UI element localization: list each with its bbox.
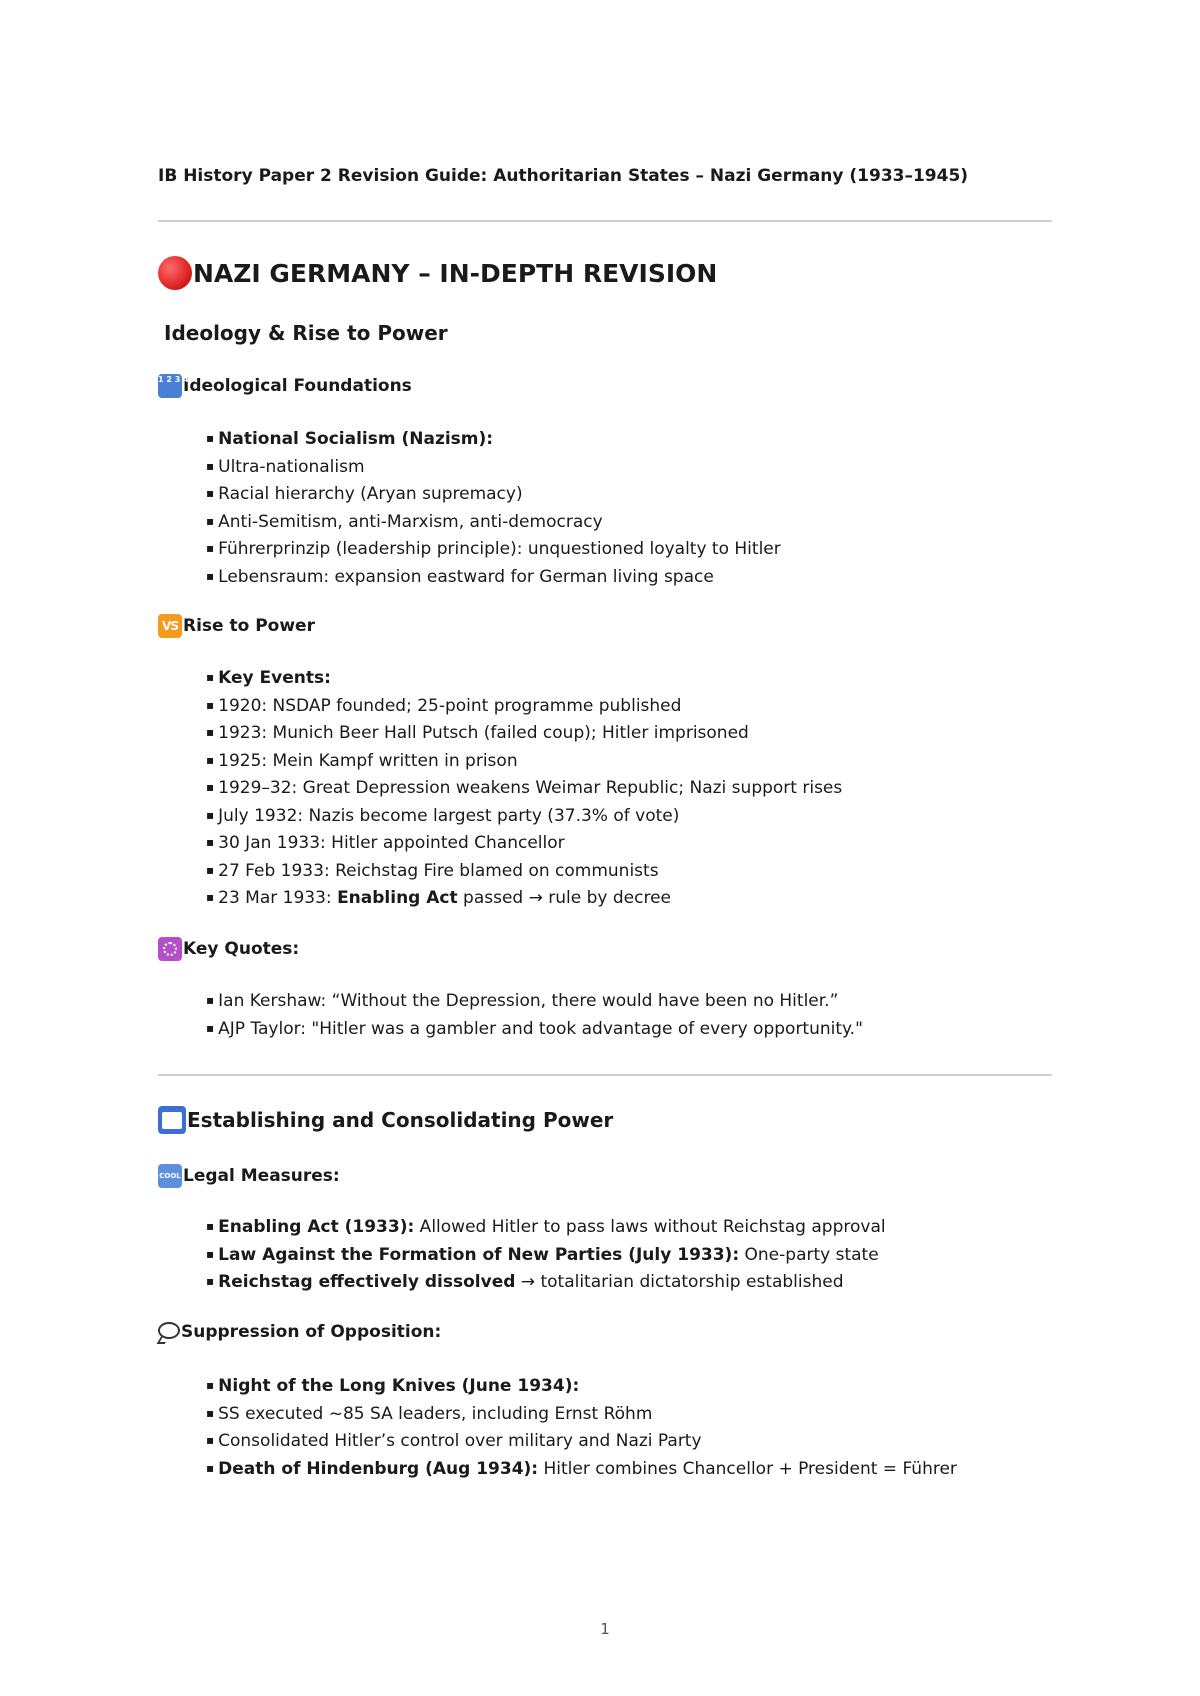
section-title-consolidating bbox=[158, 1106, 613, 1134]
list-item: ▪ 23 Mar 1933: Enabling Act passed → rule by decree bbox=[206, 885, 842, 913]
list-item: ▪ 1929–32: Great Depression weakens Weimar Republic; Nazi support rises bbox=[206, 775, 842, 803]
list-item: ▪ 1920: NSDAP founded; 25-point programme published bbox=[206, 693, 842, 721]
list-item: ▪ National Socialism (Nazism): bbox=[206, 426, 781, 454]
list-item: ▪ Night of the Long Knives (June 1934): bbox=[206, 1373, 957, 1401]
list-item: ▪ Ultra-nationalism bbox=[206, 454, 781, 482]
heading-ideological-foundations bbox=[158, 374, 412, 398]
ideology-list bbox=[206, 426, 781, 591]
suppression-list bbox=[206, 1373, 957, 1483]
main-heading-text: NAZI GERMANY – IN-DEPTH REVISION bbox=[193, 258, 718, 288]
vs-icon: VS bbox=[158, 614, 182, 638]
section-title-text: Establishing and Consolidating Power bbox=[187, 1108, 614, 1132]
list-item: ▪ 27 Feb 1933: Reichstag Fire blamed on communists bbox=[206, 858, 842, 886]
list-item: ▪ 1925: Mein Kampf written in prison bbox=[206, 748, 842, 776]
list-item: ▪ Ian Kershaw: “Without the Depression, there would have been no Hitler.” bbox=[206, 988, 863, 1016]
heading-legal-measures bbox=[158, 1164, 340, 1188]
heading-rise-to-power bbox=[158, 614, 315, 638]
red-circle-icon bbox=[158, 256, 192, 290]
heading-key-quotes bbox=[158, 937, 299, 961]
list-item: ▪ July 1932: Nazis become largest party (37.3% of vote) bbox=[206, 803, 842, 831]
list-item: ▪ Führerprinzip (leadership principle): unquestioned loyalty to Hitler bbox=[206, 536, 781, 564]
list-item: ▪ 1923: Munich Beer Hall Putsch (failed coup); Hitler imprisoned bbox=[206, 720, 842, 748]
rise-list bbox=[206, 665, 842, 913]
list-item: ▪ Law Against the Formation of New Parties (July 1933): One-party state bbox=[206, 1242, 886, 1270]
list-item: ▪ Anti-Semitism, anti-Marxism, anti-democracy bbox=[206, 509, 781, 537]
list-item: ▪ Consolidated Hitler’s control over military and Nazi Party bbox=[206, 1428, 957, 1456]
list-item: ▪ SS executed ~85 SA leaders, including Ernst Röhm bbox=[206, 1401, 957, 1429]
list-item: ▪ AJP Taylor: "Hitler was a gambler and took advantage of every opportunity." bbox=[206, 1016, 863, 1044]
list-item: ▪ Death of Hindenburg (Aug 1934): Hitler combines Chancellor + President = Führer bbox=[206, 1456, 957, 1484]
main-heading bbox=[158, 256, 717, 290]
heading-text: Rise to Power bbox=[183, 616, 315, 636]
heading-text: Ideological Foundations bbox=[183, 376, 412, 396]
list-item: ▪ Reichstag effectively dissolved → totalitarian dictatorship established bbox=[206, 1269, 886, 1297]
heading-text: Legal Measures: bbox=[183, 1166, 340, 1186]
list-item: ▪ Racial hierarchy (Aryan supremacy) bbox=[206, 481, 781, 509]
legal-list bbox=[206, 1214, 886, 1297]
speech-bubble-icon bbox=[158, 1322, 180, 1339]
heading-suppression bbox=[158, 1322, 441, 1342]
divider bbox=[158, 220, 1052, 222]
numbers-icon: 1 2 3 4 bbox=[158, 374, 182, 398]
list-item: ▪ 30 Jan 1933: Hitler appointed Chancellor bbox=[206, 830, 842, 858]
heading-text: Suppression of Opposition: bbox=[181, 1322, 442, 1342]
document-title: IB History Paper 2 Revision Guide: Authoritarian States – Nazi Germany (1933–1945) bbox=[158, 166, 969, 186]
list-item: ▪ Enabling Act (1933): Allowed Hitler to pass laws without Reichstag approval bbox=[206, 1214, 886, 1242]
sparkle-icon bbox=[158, 937, 182, 961]
section-title-ideology: Ideology & Rise to Power bbox=[164, 321, 448, 345]
heading-text: Key Quotes: bbox=[183, 939, 300, 959]
quotes-list bbox=[206, 988, 863, 1043]
list-item: ▪ Lebensraum: expansion eastward for German living space bbox=[206, 564, 781, 592]
page-number: 1 bbox=[600, 1620, 610, 1638]
folder-icon bbox=[158, 1106, 186, 1134]
list-item: ▪ Key Events: bbox=[206, 665, 842, 693]
divider bbox=[158, 1074, 1052, 1076]
cool-icon: COOL bbox=[158, 1164, 182, 1188]
